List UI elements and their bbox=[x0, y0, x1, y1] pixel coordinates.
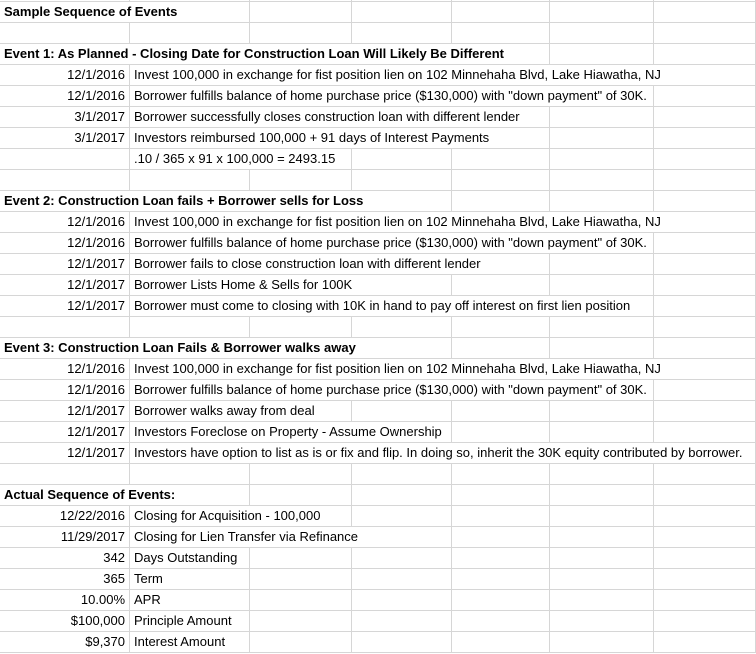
cell-e[interactable] bbox=[452, 464, 550, 484]
cell-a[interactable]: 10.00% bbox=[0, 590, 130, 610]
cell-d[interactable] bbox=[352, 506, 452, 526]
description-cell-text[interactable]: Closing for Acquisition - 100,000 bbox=[131, 506, 322, 526]
sheet-row bbox=[0, 443, 756, 464]
description-cell-text[interactable]: Days Outstanding bbox=[131, 548, 239, 568]
cell-f[interactable] bbox=[550, 191, 654, 211]
cell-f[interactable] bbox=[550, 611, 654, 631]
cell-g[interactable] bbox=[654, 128, 756, 148]
description-cell-text[interactable]: Term bbox=[131, 569, 165, 589]
cell-a[interactable]: 365 bbox=[0, 569, 130, 589]
sheet-row bbox=[0, 422, 756, 443]
cell-f[interactable] bbox=[550, 275, 654, 295]
sheet-row bbox=[0, 632, 756, 653]
cell-f[interactable] bbox=[550, 317, 654, 337]
cell-a[interactable]: 3/1/2017 bbox=[0, 128, 130, 148]
cell-g[interactable] bbox=[654, 506, 756, 526]
cell-e[interactable] bbox=[452, 548, 550, 568]
sheet-row bbox=[0, 590, 756, 611]
cell-e[interactable] bbox=[452, 275, 550, 295]
sheet-row bbox=[0, 296, 756, 317]
description-cell-text[interactable]: Investors have option to list as is or fix and flip. In doing so, inherit the 30K equity contributed by borrower. bbox=[131, 443, 744, 463]
cell-g[interactable] bbox=[654, 632, 756, 652]
cell-c[interactable] bbox=[250, 569, 352, 589]
cell-f[interactable] bbox=[550, 569, 654, 589]
sheet-row bbox=[0, 170, 756, 191]
description-cell-text[interactable]: Borrower fails to close construction loan with different lender bbox=[131, 254, 483, 274]
cell-c[interactable] bbox=[250, 317, 352, 337]
cell-a[interactable] bbox=[0, 170, 130, 190]
sheet-row bbox=[0, 464, 756, 485]
sheet-row bbox=[0, 128, 756, 149]
cell-e[interactable] bbox=[452, 422, 550, 442]
cell-c[interactable] bbox=[250, 485, 352, 505]
cell-g[interactable] bbox=[654, 233, 756, 253]
cell-d[interactable] bbox=[352, 2, 452, 22]
cell-g[interactable] bbox=[654, 548, 756, 568]
cell-a[interactable]: $100,000 bbox=[0, 611, 130, 631]
sheet-row bbox=[0, 401, 756, 422]
cell-c[interactable] bbox=[250, 590, 352, 610]
cell-c[interactable] bbox=[250, 611, 352, 631]
cell-e[interactable] bbox=[452, 590, 550, 610]
cell-g[interactable] bbox=[654, 380, 756, 400]
cell-f[interactable] bbox=[550, 254, 654, 274]
cell-a[interactable]: 12/1/2016 bbox=[0, 212, 130, 232]
cell-f[interactable] bbox=[550, 149, 654, 169]
cell-f[interactable] bbox=[550, 23, 654, 43]
cell-a[interactable]: 12/1/2016 bbox=[0, 359, 130, 379]
cell-f[interactable] bbox=[550, 632, 654, 652]
cell-f[interactable] bbox=[550, 506, 654, 526]
cell-g[interactable] bbox=[654, 317, 756, 337]
sheet-row bbox=[0, 44, 756, 65]
sheet-row bbox=[0, 191, 756, 212]
cell-empty[interactable] bbox=[130, 0, 250, 1]
cell-g[interactable] bbox=[654, 191, 756, 211]
sheet-row bbox=[0, 317, 756, 338]
cell-d[interactable] bbox=[352, 632, 452, 652]
cell-g[interactable] bbox=[654, 149, 756, 169]
cell-empty[interactable] bbox=[654, 0, 756, 1]
cell-a[interactable]: 12/1/2016 bbox=[0, 233, 130, 253]
sheet-row bbox=[0, 233, 756, 254]
cell-e[interactable] bbox=[452, 2, 550, 22]
cell-g[interactable] bbox=[654, 401, 756, 421]
sheet-row bbox=[0, 485, 756, 506]
sheet-row bbox=[0, 149, 756, 170]
cell-f[interactable] bbox=[550, 128, 654, 148]
description-cell-text[interactable]: Borrower fulfills balance of home purchase price ($130,000) with "down payment" of 30K. bbox=[131, 380, 649, 400]
sheet-row bbox=[0, 611, 756, 632]
section-header-text[interactable]: Sample Sequence of Events bbox=[0, 2, 179, 22]
description-cell-text[interactable]: Invest 100,000 in exchange for fist position lien on 102 Minnehaha Blvd, Lake Hiawatha, NJ bbox=[131, 212, 663, 232]
section-header-text[interactable]: Event 1: As Planned - Closing Date for Construction Loan Will Likely Be Different bbox=[0, 44, 506, 64]
cell-d[interactable] bbox=[352, 464, 452, 484]
description-cell-text[interactable]: Closing for Lien Transfer via Refinance bbox=[131, 527, 360, 547]
description-cell-text[interactable]: Invest 100,000 in exchange for fist position lien on 102 Minnehaha Blvd, Lake Hiawatha, NJ bbox=[131, 65, 663, 85]
cell-g[interactable] bbox=[654, 275, 756, 295]
cell-c[interactable] bbox=[250, 464, 352, 484]
cell-e[interactable] bbox=[452, 170, 550, 190]
sheet-row bbox=[0, 506, 756, 527]
cell-a[interactable]: 3/1/2017 bbox=[0, 107, 130, 127]
cell-e[interactable] bbox=[452, 338, 550, 358]
sheet-row bbox=[0, 359, 756, 380]
sheet-row bbox=[0, 275, 756, 296]
section-header-text[interactable]: Event 3: Construction Loan Fails & Borrower walks away bbox=[0, 338, 358, 358]
cell-a[interactable]: $9,370 bbox=[0, 632, 130, 652]
cell-empty[interactable] bbox=[250, 0, 352, 1]
description-cell-text[interactable]: Borrower Lists Home & Sells for 100K bbox=[131, 275, 354, 295]
cell-e[interactable] bbox=[452, 317, 550, 337]
cell-e[interactable] bbox=[452, 506, 550, 526]
sheet-row bbox=[0, 527, 756, 548]
cell-d[interactable] bbox=[352, 401, 452, 421]
cell-e[interactable] bbox=[452, 191, 550, 211]
cell-a[interactable]: 12/1/2016 bbox=[0, 380, 130, 400]
cell-b[interactable] bbox=[130, 317, 250, 337]
cell-a[interactable]: 12/1/2017 bbox=[0, 443, 130, 463]
cell-a[interactable]: 342 bbox=[0, 548, 130, 568]
cell-c[interactable] bbox=[250, 23, 352, 43]
cell-c[interactable] bbox=[250, 2, 352, 22]
cell-a[interactable]: 12/1/2017 bbox=[0, 296, 130, 316]
cell-a[interactable]: 12/1/2017 bbox=[0, 422, 130, 442]
cell-a[interactable] bbox=[0, 149, 130, 169]
cell-empty[interactable] bbox=[0, 0, 130, 1]
description-cell-text[interactable]: APR bbox=[131, 590, 163, 610]
cell-g[interactable] bbox=[654, 212, 756, 232]
cell-e[interactable] bbox=[452, 632, 550, 652]
cell-d[interactable] bbox=[352, 275, 452, 295]
cell-empty[interactable] bbox=[550, 0, 654, 1]
cell-a[interactable]: 12/1/2017 bbox=[0, 401, 130, 421]
description-cell-text[interactable]: Borrower fulfills balance of home purchase price ($130,000) with "down payment" of 30K. bbox=[131, 233, 649, 253]
cell-d[interactable] bbox=[352, 23, 452, 43]
cell-a[interactable] bbox=[0, 317, 130, 337]
cell-d[interactable] bbox=[352, 485, 452, 505]
sheet-row bbox=[0, 338, 756, 359]
sheet-row bbox=[0, 380, 756, 401]
cell-a[interactable]: 12/1/2017 bbox=[0, 275, 130, 295]
cell-a[interactable]: 11/29/2017 bbox=[0, 527, 130, 547]
description-cell-text[interactable]: Principle Amount bbox=[131, 611, 234, 631]
cell-f[interactable] bbox=[550, 485, 654, 505]
cell-c[interactable] bbox=[250, 170, 352, 190]
cell-c[interactable] bbox=[250, 548, 352, 568]
cell-f[interactable] bbox=[550, 107, 654, 127]
cell-a[interactable]: 12/1/2016 bbox=[0, 65, 130, 85]
cell-f[interactable] bbox=[550, 527, 654, 547]
cell-a[interactable] bbox=[0, 464, 130, 484]
cell-g[interactable] bbox=[654, 65, 756, 85]
cell-e[interactable] bbox=[452, 569, 550, 589]
description-cell-text[interactable]: Borrower walks away from deal bbox=[131, 401, 317, 421]
cell-e[interactable] bbox=[452, 611, 550, 631]
cell-a[interactable]: 12/22/2016 bbox=[0, 506, 130, 526]
cell-g[interactable] bbox=[654, 170, 756, 190]
cell-d[interactable] bbox=[352, 191, 452, 211]
sheet-row bbox=[0, 254, 756, 275]
cell-f[interactable] bbox=[550, 401, 654, 421]
cell-g[interactable] bbox=[654, 86, 756, 106]
cell-e[interactable] bbox=[452, 401, 550, 421]
cell-f[interactable] bbox=[550, 548, 654, 568]
sheet-row bbox=[0, 107, 756, 128]
cell-f[interactable] bbox=[550, 170, 654, 190]
cell-b[interactable] bbox=[130, 170, 250, 190]
description-cell-text[interactable]: Borrower fulfills balance of home purchase price ($130,000) with "down payment" of 30K. bbox=[131, 86, 649, 106]
cell-a[interactable]: 12/1/2017 bbox=[0, 254, 130, 274]
cell-d[interactable] bbox=[352, 527, 452, 547]
sheet-row bbox=[0, 569, 756, 590]
section-header-text[interactable]: Actual Sequence of Events: bbox=[0, 485, 177, 505]
cell-e[interactable] bbox=[452, 23, 550, 43]
cell-d[interactable] bbox=[352, 149, 452, 169]
description-cell-text[interactable]: .10 / 365 x 91 x 100,000 = 2493.15 bbox=[131, 149, 337, 169]
cell-a[interactable]: 12/1/2016 bbox=[0, 86, 130, 106]
cell-e[interactable] bbox=[452, 485, 550, 505]
cell-e[interactable] bbox=[452, 149, 550, 169]
cell-g[interactable] bbox=[654, 338, 756, 358]
cell-a[interactable] bbox=[0, 23, 130, 43]
cell-d[interactable] bbox=[352, 548, 452, 568]
sheet-row bbox=[0, 86, 756, 107]
sheet-row bbox=[0, 65, 756, 86]
cell-g[interactable] bbox=[654, 590, 756, 610]
description-cell-text[interactable]: Borrower successfully closes construction loan with different lender bbox=[131, 107, 522, 127]
cell-d[interactable] bbox=[352, 611, 452, 631]
cell-g[interactable] bbox=[654, 23, 756, 43]
cell-d[interactable] bbox=[352, 569, 452, 589]
cell-empty[interactable] bbox=[452, 0, 550, 1]
cell-b[interactable] bbox=[130, 23, 250, 43]
sheet-row bbox=[0, 212, 756, 233]
cell-g[interactable] bbox=[654, 464, 756, 484]
cell-f[interactable] bbox=[550, 422, 654, 442]
cell-g[interactable] bbox=[654, 359, 756, 379]
sheet-row bbox=[0, 2, 756, 23]
description-cell-text[interactable]: Investors Foreclose on Property - Assume Ownership bbox=[131, 422, 444, 442]
cell-e[interactable] bbox=[452, 527, 550, 547]
description-cell-text[interactable]: Interest Amount bbox=[131, 632, 227, 652]
cell-d[interactable] bbox=[352, 317, 452, 337]
cell-c[interactable] bbox=[250, 632, 352, 652]
cell-g[interactable] bbox=[654, 107, 756, 127]
section-header-text[interactable]: Event 2: Construction Loan fails + Borrower sells for Loss bbox=[0, 191, 365, 211]
cell-g[interactable] bbox=[654, 296, 756, 316]
cell-d[interactable] bbox=[352, 170, 452, 190]
cell-g[interactable] bbox=[654, 611, 756, 631]
cell-f[interactable] bbox=[550, 338, 654, 358]
description-cell-text[interactable]: Investors reimbursed 100,000 + 91 days of Interest Payments bbox=[131, 128, 491, 148]
cell-g[interactable] bbox=[654, 254, 756, 274]
cell-g[interactable] bbox=[654, 422, 756, 442]
cell-f[interactable] bbox=[550, 464, 654, 484]
sheet-row bbox=[0, 23, 756, 44]
cell-g[interactable] bbox=[654, 527, 756, 547]
cell-empty[interactable] bbox=[352, 0, 452, 1]
cell-g[interactable] bbox=[654, 2, 756, 22]
description-cell-text[interactable]: Borrower must come to closing with 10K in hand to pay off interest on first lien position bbox=[131, 296, 632, 316]
sheet-row bbox=[0, 548, 756, 569]
cell-f[interactable] bbox=[550, 590, 654, 610]
cell-d[interactable] bbox=[352, 590, 452, 610]
description-cell-text[interactable]: Invest 100,000 in exchange for fist position lien on 102 Minnehaha Blvd, Lake Hiawatha, NJ bbox=[131, 359, 663, 379]
cell-f[interactable] bbox=[550, 44, 654, 64]
cell-d[interactable] bbox=[352, 338, 452, 358]
cell-g[interactable] bbox=[654, 569, 756, 589]
cell-f[interactable] bbox=[550, 2, 654, 22]
cell-g[interactable] bbox=[654, 485, 756, 505]
cell-b[interactable] bbox=[130, 464, 250, 484]
cell-g[interactable] bbox=[654, 44, 756, 64]
